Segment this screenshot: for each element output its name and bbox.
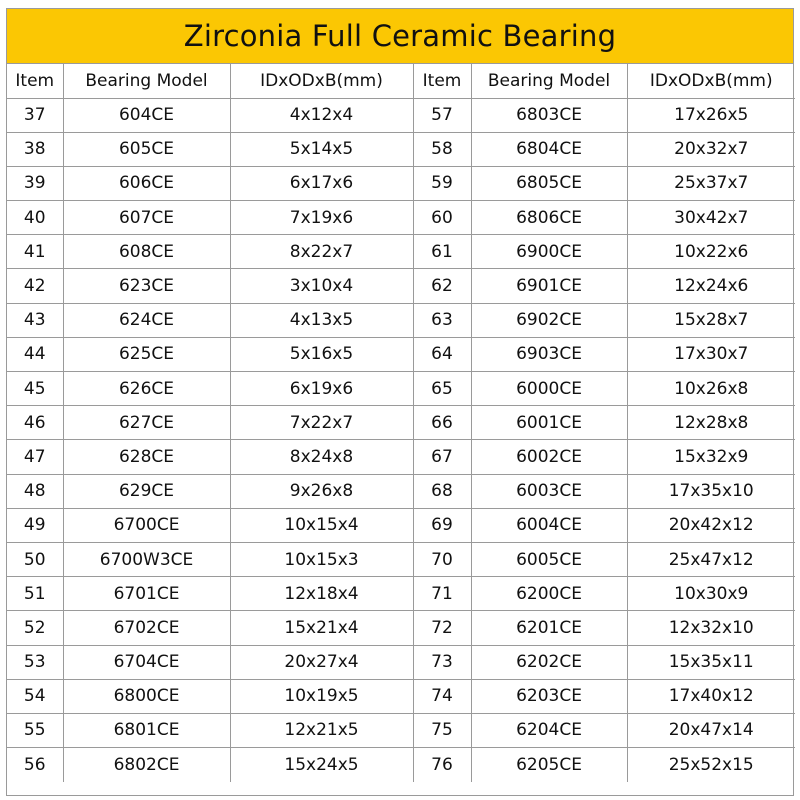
dimensions-cell: 5x16x5 xyxy=(230,337,413,371)
model-cell: 6004CE xyxy=(471,508,627,542)
model-cell: 605CE xyxy=(63,132,230,166)
model-cell: 6202CE xyxy=(471,645,627,679)
dimensions-cell: 30x42x7 xyxy=(627,201,795,235)
item-cell: 47 xyxy=(7,440,63,474)
model-cell: 6803CE xyxy=(471,98,627,132)
dimensions-cell: 10x26x8 xyxy=(627,372,795,406)
header-dimensions: IDxODxB(mm) xyxy=(627,64,795,98)
dimensions-cell: 7x22x7 xyxy=(230,406,413,440)
model-cell: 626CE xyxy=(63,372,230,406)
item-cell: 71 xyxy=(413,577,471,611)
model-cell: 607CE xyxy=(63,201,230,235)
model-cell: 6805CE xyxy=(471,166,627,200)
item-cell: 58 xyxy=(413,132,471,166)
model-cell: 6204CE xyxy=(471,713,627,747)
dimensions-cell: 12x21x5 xyxy=(230,713,413,747)
item-cell: 76 xyxy=(413,748,471,782)
model-cell: 6901CE xyxy=(471,269,627,303)
table-row xyxy=(7,577,795,611)
model-cell: 6704CE xyxy=(63,645,230,679)
header-dimensions: IDxODxB(mm) xyxy=(230,64,413,98)
table-row xyxy=(7,440,795,474)
table-row xyxy=(7,269,795,303)
table-row xyxy=(7,303,795,337)
table-row xyxy=(7,611,795,645)
sheet-title: Zirconia Full Ceramic Bearing xyxy=(7,9,793,64)
dimensions-cell: 25x37x7 xyxy=(627,166,795,200)
dimensions-cell: 25x52x15 xyxy=(627,748,795,782)
model-cell: 6804CE xyxy=(471,132,627,166)
item-cell: 70 xyxy=(413,542,471,576)
table-row xyxy=(7,645,795,679)
model-cell: 6001CE xyxy=(471,406,627,440)
model-cell: 6205CE xyxy=(471,748,627,782)
table-row xyxy=(7,337,795,371)
table-body xyxy=(7,98,795,782)
item-cell: 54 xyxy=(7,679,63,713)
item-cell: 60 xyxy=(413,201,471,235)
item-cell: 45 xyxy=(7,372,63,406)
item-cell: 40 xyxy=(7,201,63,235)
header-item: Item xyxy=(413,64,471,98)
table-row xyxy=(7,508,795,542)
model-cell: 629CE xyxy=(63,474,230,508)
item-cell: 49 xyxy=(7,508,63,542)
dimensions-cell: 7x19x6 xyxy=(230,201,413,235)
table-row xyxy=(7,713,795,747)
dimensions-cell: 10x30x9 xyxy=(627,577,795,611)
item-cell: 42 xyxy=(7,269,63,303)
model-cell: 606CE xyxy=(63,166,230,200)
item-cell: 65 xyxy=(413,372,471,406)
item-cell: 73 xyxy=(413,645,471,679)
header-bearing-model: Bearing Model xyxy=(471,64,627,98)
dimensions-cell: 12x18x4 xyxy=(230,577,413,611)
dimensions-cell: 17x26x5 xyxy=(627,98,795,132)
item-cell: 61 xyxy=(413,235,471,269)
model-cell: 623CE xyxy=(63,269,230,303)
model-cell: 6800CE xyxy=(63,679,230,713)
model-cell: 6002CE xyxy=(471,440,627,474)
dimensions-cell: 10x19x5 xyxy=(230,679,413,713)
item-cell: 55 xyxy=(7,713,63,747)
model-cell: 6000CE xyxy=(471,372,627,406)
dimensions-cell: 20x47x14 xyxy=(627,713,795,747)
model-cell: 6201CE xyxy=(471,611,627,645)
model-cell: 624CE xyxy=(63,303,230,337)
model-cell: 6806CE xyxy=(471,201,627,235)
dimensions-cell: 3x10x4 xyxy=(230,269,413,303)
dimensions-cell: 17x35x10 xyxy=(627,474,795,508)
model-cell: 6902CE xyxy=(471,303,627,337)
item-cell: 63 xyxy=(413,303,471,337)
model-cell: 6802CE xyxy=(63,748,230,782)
header-item: Item xyxy=(7,64,63,98)
model-cell: 6003CE xyxy=(471,474,627,508)
dimensions-cell: 10x22x6 xyxy=(627,235,795,269)
table-row xyxy=(7,98,795,132)
model-cell: 6701CE xyxy=(63,577,230,611)
dimensions-cell: 20x32x7 xyxy=(627,132,795,166)
item-cell: 44 xyxy=(7,337,63,371)
dimensions-cell: 20x42x12 xyxy=(627,508,795,542)
model-cell: 6005CE xyxy=(471,542,627,576)
dimensions-cell: 12x24x6 xyxy=(627,269,795,303)
model-cell: 627CE xyxy=(63,406,230,440)
item-cell: 43 xyxy=(7,303,63,337)
dimensions-cell: 9x26x8 xyxy=(230,474,413,508)
model-cell: 6200CE xyxy=(471,577,627,611)
dimensions-cell: 8x22x7 xyxy=(230,235,413,269)
table-row xyxy=(7,748,795,782)
item-cell: 69 xyxy=(413,508,471,542)
table-row xyxy=(7,201,795,235)
header-bearing-model: Bearing Model xyxy=(63,64,230,98)
table-row xyxy=(7,542,795,576)
item-cell: 39 xyxy=(7,166,63,200)
item-cell: 48 xyxy=(7,474,63,508)
table-row xyxy=(7,679,795,713)
dimensions-cell: 6x19x6 xyxy=(230,372,413,406)
table-row xyxy=(7,406,795,440)
item-cell: 74 xyxy=(413,679,471,713)
table-row xyxy=(7,372,795,406)
dimensions-cell: 4x13x5 xyxy=(230,303,413,337)
item-cell: 72 xyxy=(413,611,471,645)
item-cell: 41 xyxy=(7,235,63,269)
model-cell: 6203CE xyxy=(471,679,627,713)
dimensions-cell: 12x28x8 xyxy=(627,406,795,440)
item-cell: 75 xyxy=(413,713,471,747)
table-row xyxy=(7,235,795,269)
item-cell: 37 xyxy=(7,98,63,132)
bearing-spec-sheet xyxy=(6,8,794,796)
dimensions-cell: 15x21x4 xyxy=(230,611,413,645)
item-cell: 64 xyxy=(413,337,471,371)
table-row xyxy=(7,132,795,166)
dimensions-cell: 15x32x9 xyxy=(627,440,795,474)
model-cell: 604CE xyxy=(63,98,230,132)
model-cell: 6801CE xyxy=(63,713,230,747)
model-cell: 6700W3CE xyxy=(63,542,230,576)
dimensions-cell: 17x40x12 xyxy=(627,679,795,713)
item-cell: 50 xyxy=(7,542,63,576)
model-cell: 625CE xyxy=(63,337,230,371)
item-cell: 51 xyxy=(7,577,63,611)
dimensions-cell: 10x15x4 xyxy=(230,508,413,542)
model-cell: 6702CE xyxy=(63,611,230,645)
item-cell: 57 xyxy=(413,98,471,132)
dimensions-cell: 15x24x5 xyxy=(230,748,413,782)
model-cell: 6903CE xyxy=(471,337,627,371)
dimensions-cell: 25x47x12 xyxy=(627,542,795,576)
dimensions-cell: 12x32x10 xyxy=(627,611,795,645)
dimensions-cell: 20x27x4 xyxy=(230,645,413,679)
model-cell: 6700CE xyxy=(63,508,230,542)
bearing-table xyxy=(7,64,795,782)
dimensions-cell: 4x12x4 xyxy=(230,98,413,132)
item-cell: 46 xyxy=(7,406,63,440)
dimensions-cell: 17x30x7 xyxy=(627,337,795,371)
table-row xyxy=(7,474,795,508)
item-cell: 68 xyxy=(413,474,471,508)
item-cell: 67 xyxy=(413,440,471,474)
dimensions-cell: 6x17x6 xyxy=(230,166,413,200)
item-cell: 62 xyxy=(413,269,471,303)
model-cell: 608CE xyxy=(63,235,230,269)
table-row xyxy=(7,166,795,200)
model-cell: 6900CE xyxy=(471,235,627,269)
header-row xyxy=(7,64,795,98)
item-cell: 52 xyxy=(7,611,63,645)
item-cell: 56 xyxy=(7,748,63,782)
item-cell: 66 xyxy=(413,406,471,440)
item-cell: 38 xyxy=(7,132,63,166)
dimensions-cell: 15x28x7 xyxy=(627,303,795,337)
dimensions-cell: 15x35x11 xyxy=(627,645,795,679)
dimensions-cell: 8x24x8 xyxy=(230,440,413,474)
item-cell: 53 xyxy=(7,645,63,679)
model-cell: 628CE xyxy=(63,440,230,474)
item-cell: 59 xyxy=(413,166,471,200)
dimensions-cell: 10x15x3 xyxy=(230,542,413,576)
dimensions-cell: 5x14x5 xyxy=(230,132,413,166)
